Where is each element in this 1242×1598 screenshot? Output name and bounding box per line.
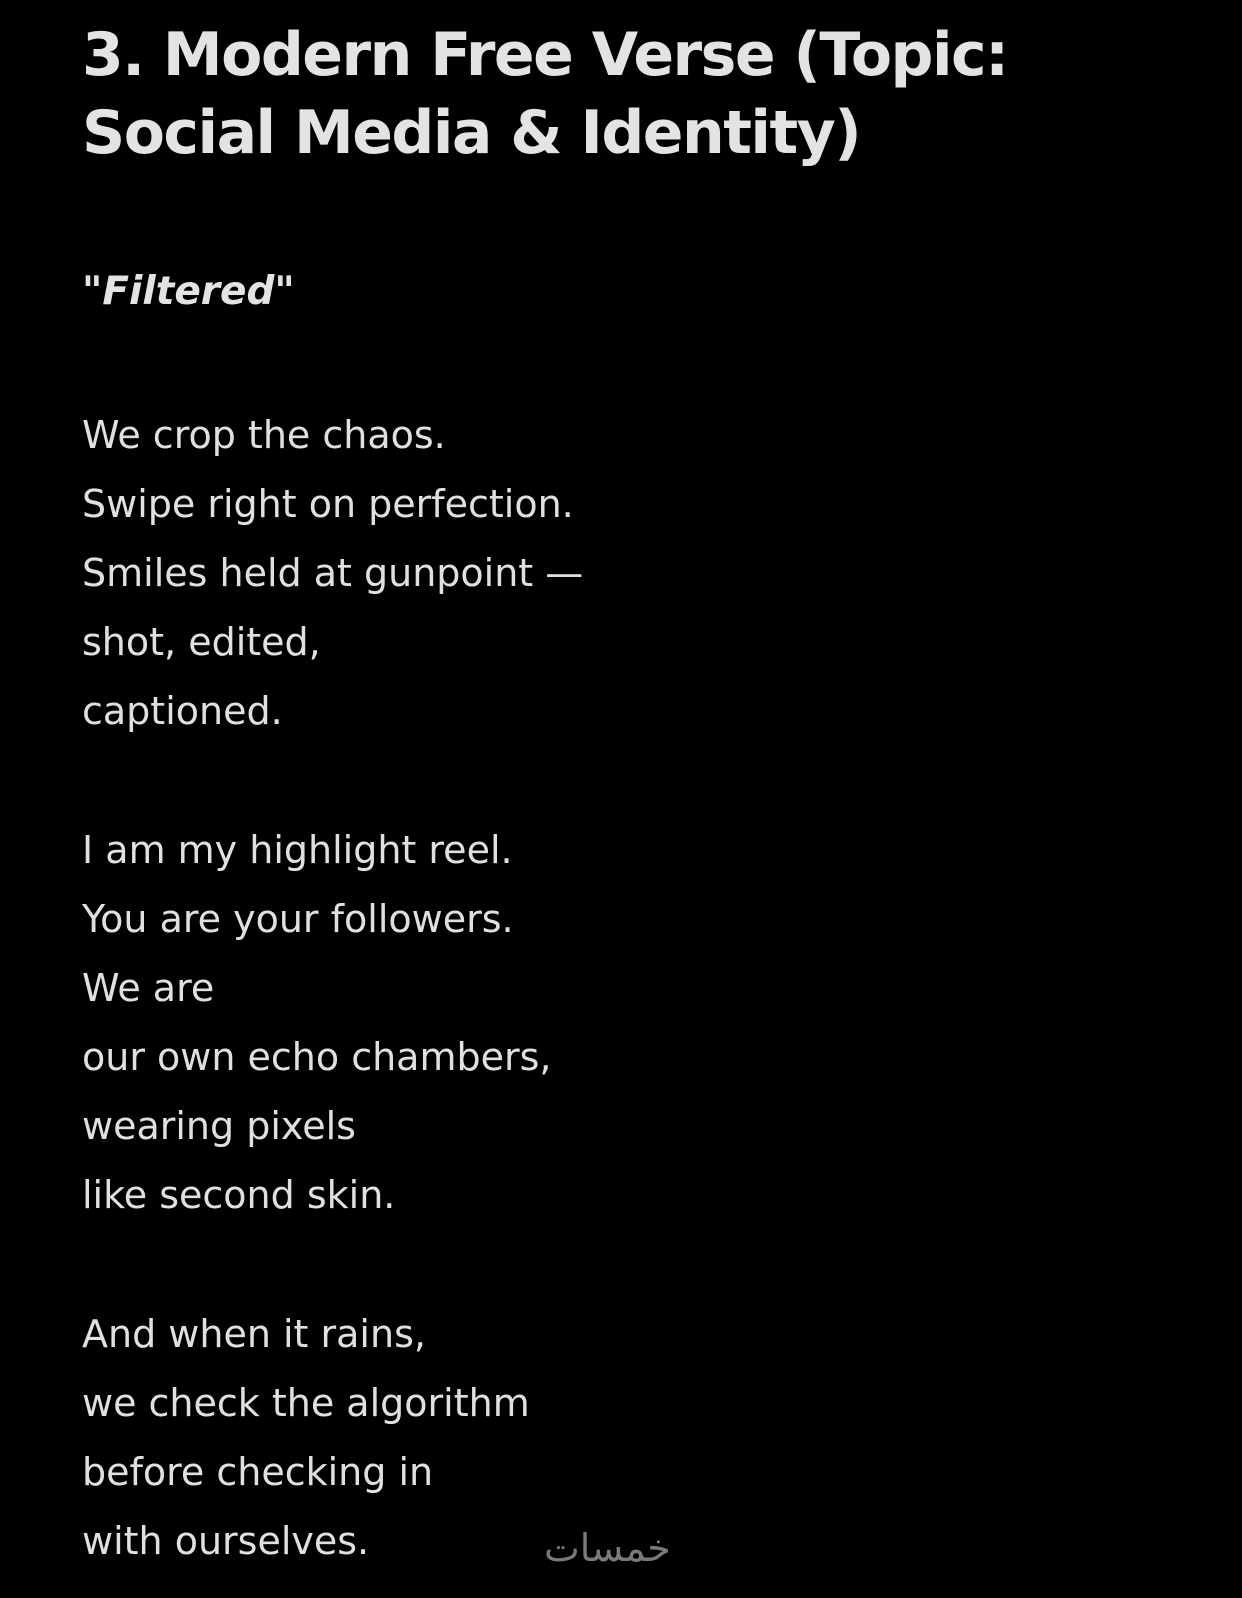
poem-line: wearing pixels: [82, 1104, 356, 1148]
poem-line: Swipe right on perfection.: [82, 482, 574, 526]
section-heading: [82, 16, 1182, 172]
poem-line: we check the algorithm: [82, 1381, 530, 1425]
article-content: [82, 16, 1182, 1576]
poem-line: our own echo chambers,: [82, 1035, 552, 1079]
poem-title: "Filtered": [82, 269, 295, 314]
heading-line-2: Social Media & Identity): [82, 98, 861, 168]
poem-line: And when it rains,: [82, 1312, 426, 1356]
heading-line-1: 3. Modern Free Verse (Topic:: [82, 20, 1008, 90]
poem-line: with ourselves.: [82, 1519, 370, 1563]
poem-line: We crop the chaos.: [82, 413, 446, 457]
poem-line: shot, edited,: [82, 620, 321, 664]
stanza-1: [82, 401, 1182, 746]
poem-line: I am my highlight reel.: [82, 828, 513, 872]
watermark-logo: خمسات: [544, 1526, 671, 1570]
poem-line: before checking in: [82, 1450, 434, 1494]
poem-line: captioned.: [82, 689, 283, 733]
poem-line: We are: [82, 966, 215, 1010]
poem-line: Smiles held at gunpoint —: [82, 551, 584, 595]
poem-line: like second skin.: [82, 1173, 396, 1217]
stanza-2: [82, 816, 1182, 1230]
poem-line: You are your followers.: [82, 897, 514, 941]
